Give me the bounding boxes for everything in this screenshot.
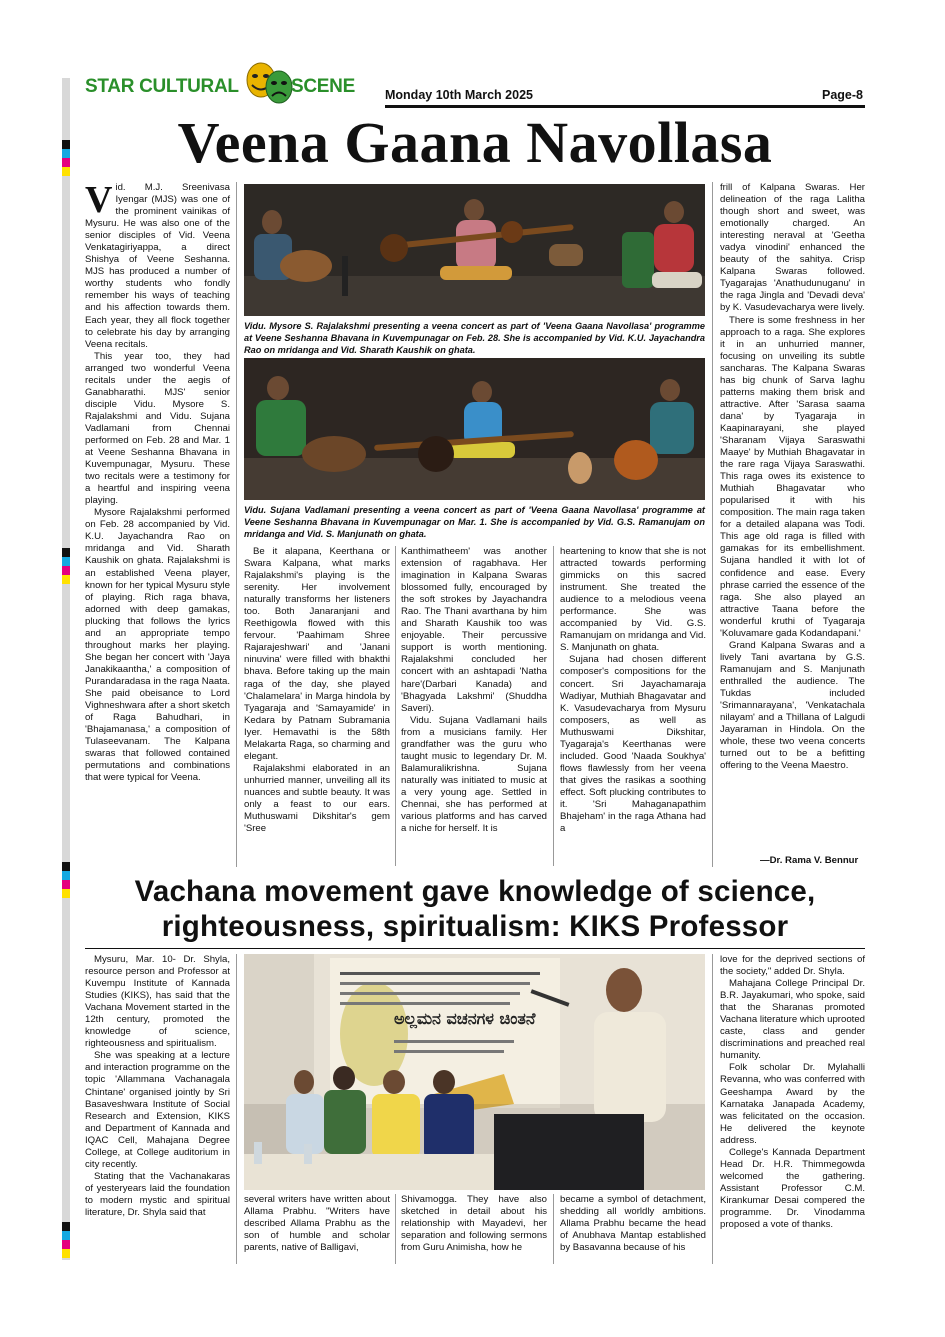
paragraph: Be it alapana, Keerthana or Swara Kalpana, what marks Rajalakshmi's playing is the serenity. Her involvement naturally transforms her listeners too. Both Janaranjani and Reethigowla flowed with this fervour. 'Paahimam Shree Rajarajeshwari' and 'Janani ninuvina' were filled with bhakthi bhava. Before taking up the main raga of the day, she played 'Chalamelara' in Marga hindola by Tyagaraja and 'Samayamide' in Kedara by Patnam Subramania Iyer. Hemavathi is the 58th Melakarta Raga, so charming and elegant.: [244, 546, 390, 762]
column-rule: [553, 546, 554, 866]
photo-caption-2: Vidu. Sujana Vadlamani presenting a veena concert as part of 'Veena Gaana Navollasa' programme at Veene Seshanna Bhavana in Kuvempunagar on Mar. 1. She is accompanied by Vid. G.S. Ramanujam on mridanga and Vid. S. Manjunath on ghata.: [244, 505, 705, 539]
paragraph: frill of Kalpana Swaras. Her delineation of the raga Lalitha though short and sweet, was emotionally charged. An interesting neraval at 'Geetha vadya vinodini' enhanced the beauty of the sahitya. Crisp Kalpana Swaras followed. Tyagarajas 'Anathudunuganu' in the raga Jingla and 'Devadi deva' by K. Vasudevacharya were lively.: [720, 182, 865, 314]
paragraph: became a symbol of detachment, shedding all worldly ambitions. Allama Prabhu became the head of Anubhava Mantap established by Basavanna because of his: [560, 1194, 706, 1254]
column-rule: [395, 546, 396, 866]
paragraph: id. M.J. Sreenivasa Iyengar (MJS) was one of the prominent vainikas of Mysuru. He was also one of the senior disciples of Vid. Veena Venkatagiriyappa, a direct Shishya of Veene Seshanna. MJS has produced a number of worthy students who fondly remember his ways of teaching and his affection towards them. Each year, they all flock together to celebrate his day by arranging Veena recitals.: [85, 182, 230, 350]
article2-column-5: [720, 954, 865, 1231]
issue-date: Monday 10th March 2025: [385, 88, 533, 102]
headline-line: righteousness, spiritualism: KIKS Professor: [161, 910, 789, 943]
article-column-5: [720, 182, 865, 772]
column-rule: [236, 954, 237, 1264]
paragraph: Grand Kalpana Swaras and a lively Tani avartana by G.S. Ramanujam and S. Manjunath enthralled the audience. The Tukdas included 'Srimannarayana', 'Venkatachala nilayam' and a Thillana of Lalgudi Jayaraman in Hindola. On the whole, these two veena concerts turned out to be a befitting offering to the Veena Maestro.: [720, 639, 865, 772]
article2-column-4: [560, 1194, 706, 1254]
photo-caption-1: Vidu. Mysore S. Rajalakshmi presenting a veena concert as part of 'Veena Gaana Navollasa' programme at Veene Seshanna Bhavana in Kuvempunagar on Feb. 28. She is accompanied by Vid. K.U. Jayachandra Rao on mridanga and Vid. Sharath Kaushik on ghata.: [244, 321, 705, 355]
paragraph: This year too, they had arranged two wonderful Veena recitals under the aegis of Ganabharathi. MJS' senior disciple Vidu. Mysore S. Rajalakshmi and Vidu. Sujana Vadlamani from Chennai performed on Feb. 28 and Mar. 1 at Veene Seshanna Bhavana in Kuvempunagar, Mysuru. These two recitals were a testimony for a heartful and inspiring veena playing.: [85, 350, 230, 507]
paragraph: love for the deprived sections of the society," added Dr. Shyla.: [720, 954, 865, 978]
paragraph: College's Kannada Department Head Dr. H.R. Thimmegowda welcomed the gathering. Assistant Professor C.M. Kirankumar Desai compered the programme. Dr. Vinodamma proposed a vote of thanks.: [720, 1146, 865, 1231]
margin-strip-bottom: [62, 880, 70, 1260]
brand-title-left: STAR CULTURAL: [85, 76, 239, 97]
margin-strip-top: [62, 78, 70, 863]
paragraph: heartening to know that she is not attracted towards performing gimmicks on this sacred instrument. She treated the audience to a melodious veena performance. She was accompanied by Vid. G.S. Ramanujam on mridanga and Vid. S. Manjunath on ghata.: [560, 546, 706, 654]
paragraph: Rajalakshmi elaborated in an unhurried manner, unveiling all its nuances and subtle beauty. It was only a feast to our ears. Muthuswami Dikshitar's gem 'Sree: [244, 762, 390, 835]
paragraph: Shivamogga. They have also sketched in detail about his relationship with Mayadevi, her separation and following sermons from Guru Animisha, how he: [401, 1194, 547, 1254]
registration-mark: [62, 548, 70, 584]
paragraph: Mahajana College Principal Dr. B.R. Jayakumari, who spoke, said that the Sharanas promoted Vachana literature which uprooted caste, class and gender discriminations and preached real humanity.: [720, 978, 865, 1062]
column-rule: [553, 1194, 554, 1264]
article-column-1: [85, 179, 230, 784]
registration-mark: [62, 1222, 70, 1258]
column-rule: [712, 954, 713, 1264]
lecture-event-photo: [244, 954, 705, 1190]
paragraph: She was speaking at a lecture and interaction programme on the topic 'Allammana Vachanagala Chintane' organised jointly by Sri Basaveshwara Institute of Social Research and Extension, KIKS and Department of Kannada and IQAC Cell, Mahajana Degree College, at College auditorium in city recently.: [85, 1050, 230, 1170]
headline-line: Vachana movement gave knowledge of science,: [134, 875, 816, 908]
banner-title: ಅಲ್ಲಮನ ವಚನಗಳ ಚಿಂತನೆ: [394, 1009, 536, 1028]
brand-title-right: SCENE: [291, 76, 355, 97]
registration-mark: [62, 140, 70, 176]
column-rule: [395, 1194, 396, 1264]
article2-column-1: [85, 954, 230, 1219]
column-rule: [236, 182, 237, 867]
paragraph: several writers have written about Allama Prabhu. "Writers have described Allama Prabhu as the son of humble and scholar parents, native of Balligavi,: [244, 1194, 390, 1254]
drop-cap: V: [85, 179, 113, 221]
paragraph: Mysore Rajalakshmi performed on Feb. 28 accompanied by Vid. K.U. Jayachandra Rao on mridanga and Vid. Sharath Kaushik on ghata. Rajalakshmi is an established Veena player, known for her typical Mysuru style of playing. Rich raga bhava, adorned with deep gamakas, plucking that follows the lyrics and an appropriate tempo throughout marks her playing. She began her concert with 'Jaya Janakikaantha,' a composition of Purandaradasa in the raga Naata. She paid obeisance to Lord Vighneshwara after a short sketch of Raga Bahudhari, in 'Bhajamanasa,' a composition of Tulaseevanam. The Kalpana swaras that followed contained permutations and combinations that were typical for Veena.: [85, 507, 230, 784]
paragraph: There is some freshness in her approach to a raga. She explores it in an unhurried manner, focusing on unveiling its subtle sancharas. The Kalpana Swaras has big chunk of Sarva laghu patterns making them brisk and attractive. After 'Sarasa saama dana' by Tyagaraja in Kaapinarayani, she played 'Sharanam Vijaya Saraswathi Maaye' by Muthiah Bhagavatar in the rare raga Vijaya Saraswathi. This raga owes its existence to Muthiah Bhagavatar who popularised it with his composition. The main raga taken for a detailed alapana was Todi. This age old raga is filled with gamakas for its embellishment. Sujana handled it with lot of confidence and ease. Every phrase carried the essence of the raga. She also played an attractive Taana before the wonderful kruthi of Tyagaraja 'Koluvamare gada Kodandapani.': [720, 314, 865, 639]
article-column-2: [244, 546, 390, 835]
registration-mark: [62, 862, 70, 898]
headline-rule: [85, 948, 865, 949]
concert-photo-feb-28: [244, 184, 705, 316]
article2-column-3: [401, 1194, 547, 1254]
paragraph: Folk scholar Dr. Mylahalli Revanna, who was conferred with Geeshampa Award by the Karnataka Janapada Academy, was felicitated on the occasion. He delivered the keynote address.: [720, 1062, 865, 1146]
theatre-masks-icon: [243, 60, 295, 108]
article-column-4: [560, 546, 706, 835]
paragraph: Vidu. Sujana Vadlamani hails from a musicians family. Her grandfather was the guru who taught music to legendary Dr. M. Balamuralikrishna. Sujana naturally was initiated to music at a very young age. Settled in Chennai, she has performed at various platforms and has carved a niche for herself. It is: [401, 714, 547, 835]
article2-column-2: [244, 1194, 390, 1254]
article-column-3: [401, 546, 547, 835]
page-number: Page-8: [822, 88, 863, 102]
header-rule: [385, 105, 865, 108]
article-headline-2: [85, 874, 865, 944]
paragraph: Mysuru, Mar. 10- Dr. Shyla, resource person and Professor at Kuvempu Institute of Kannada Studies (KIKS), has said that the Vachana Movement started in the 12th century, promoted the knowledge of science, righteousness and spiritualism.: [85, 954, 230, 1050]
article-headline: Veena Gaana Navollasa: [177, 110, 773, 175]
concert-photo-mar-1: [244, 358, 705, 500]
paragraph: Sujana had chosen different composer's compositions for the concert. Sri Jayachamaraja Wadiyar, Muthiah Bhagavatar and K. Vasudevacharya from Mysuru composers, as well as Muthuswami Dikshitar, Tyagaraja's Keerthanas were included. Good 'Naada Soukhya' flows flawlessly from her veena that gives the rasikas a soothing effect. Soft plucking contributes to it. 'Sri Mahaganapathim Bhajeham' in the raga Athana had a: [560, 654, 706, 835]
paragraph: Stating that the Vachanakaras of yesteryears laid the foundation to modern mystic and spiritual literature, Dr. Shyla said that: [85, 1170, 230, 1218]
column-rule: [712, 182, 713, 867]
paragraph: Kanthimatheem' was another extension of ragabhava. Her imagination in Kalpana Swaras blossomed fully, encouraged by the soft strokes by Jayachandra Rao. The Thani avarthana by him and Sharath Kaushik too was enjoyable. Their percussive support is worth mentioning. Rajalakshmi concluded her concert with an ashtapadi 'Natha hare'(Darbari Kanada) and 'Bhagyada Lakshmi' (Shuddha Saveri).: [401, 546, 547, 714]
masthead: [85, 64, 865, 110]
byline: —Dr. Rama V. Bennur: [760, 855, 859, 866]
